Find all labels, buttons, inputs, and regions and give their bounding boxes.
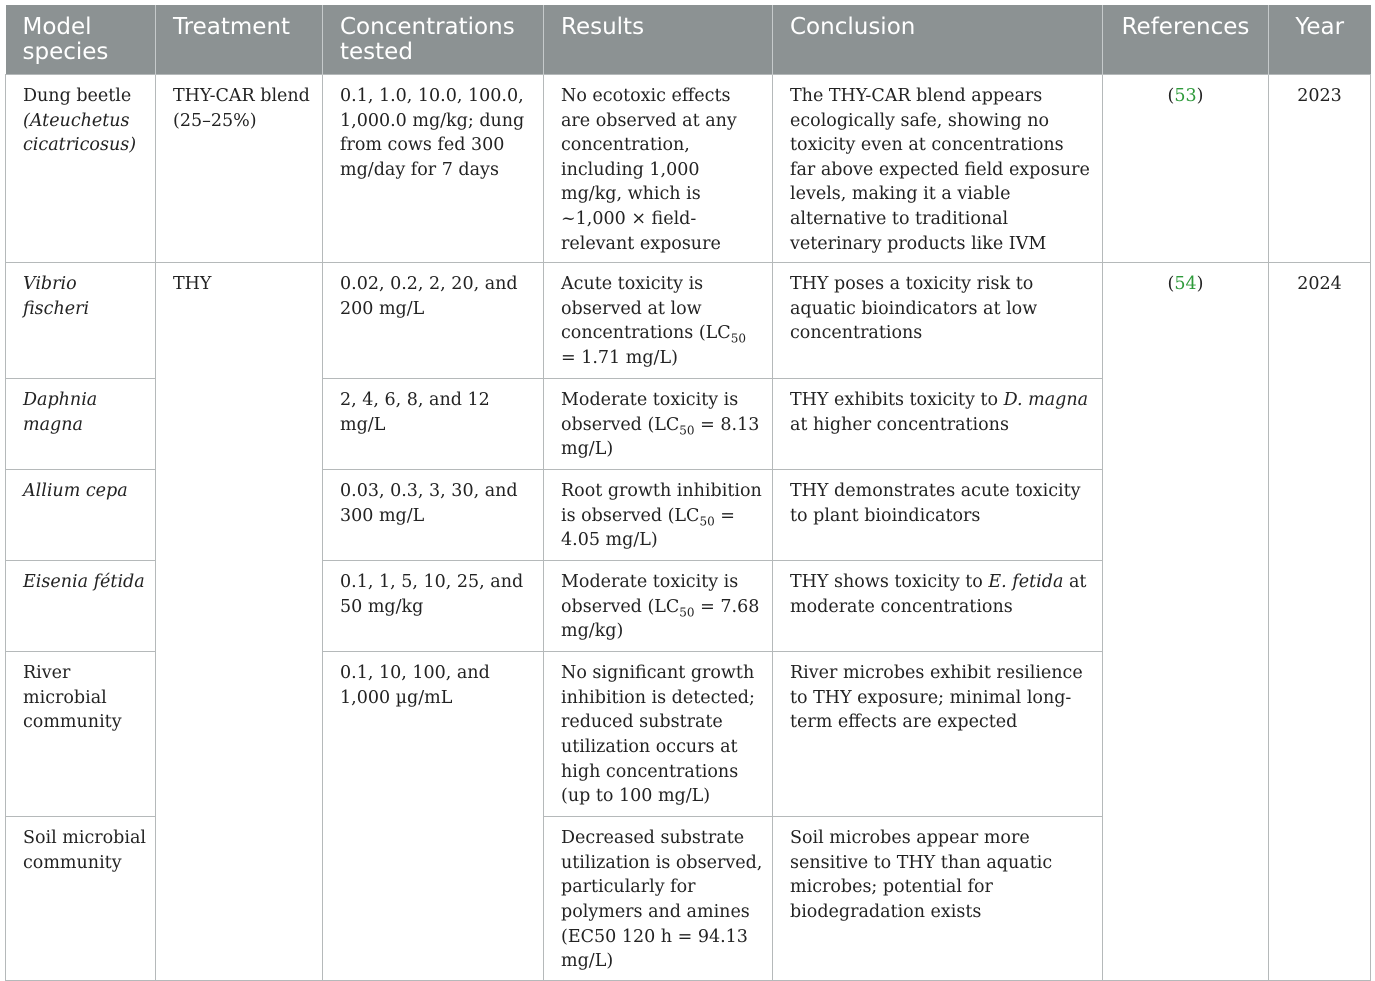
reference-link[interactable]: 53: [1174, 86, 1197, 106]
cell-species: Vibrio fischeri: [6, 263, 156, 379]
cell-treatment: THY: [156, 263, 323, 981]
species-common-name: Dung beetle: [23, 86, 132, 106]
cell-conclusion: The THY-CAR blend appears ecologically safe, showing no toxicity even at concentrations far above expected field exposure levels, making it a viable alternative to traditional veterinary products like IVM: [773, 75, 1103, 263]
conclusion-text-end: at higher concentrations: [790, 414, 1009, 435]
cell-species: Soil microbial community: [6, 817, 156, 981]
ref-paren-close: ): [1196, 274, 1204, 295]
cell-concentrations: 0.1, 10, 100, and 1,000 µg/mL: [323, 652, 544, 981]
ecotoxicity-table: [5, 5, 1371, 981]
conclusion-text-end: at moderate concentrations: [790, 572, 1087, 617]
conclusion-species: D. magna: [1003, 390, 1089, 411]
cell-conclusion: Soil microbes appear more sensitive to THY than aquatic microbes; potential for biodegradation exists: [773, 817, 1103, 981]
conclusion-text: THY shows toxicity to: [790, 572, 989, 593]
cell-species: [6, 75, 156, 263]
header-references: References: [1103, 5, 1269, 75]
cell-conclusion: THY demonstrates acute toxicity to plant bioindicators: [773, 470, 1103, 561]
cell-concentrations: 0.03, 0.3, 3, 30, and 300 mg/L: [323, 470, 544, 561]
conclusion-text: THY exhibits toxicity to: [790, 390, 1004, 411]
species-latin-name: (Ateuchetus cicatricosus): [23, 110, 137, 156]
cell-species: Allium cepa: [6, 470, 156, 561]
results-text: Acute toxicity is observed at low concentrations (LC: [561, 274, 731, 344]
cell-treatment: THY-CAR blend (25–25%): [156, 75, 323, 263]
conclusion-species: E. fetida: [988, 572, 1064, 593]
cell-species: Daphnia magna: [6, 379, 156, 470]
results-text: Moderate toxicity is observed (LC: [561, 572, 739, 617]
header-results: Results: [544, 5, 773, 75]
results-text-end: = 1.71 mg/L): [561, 347, 678, 368]
cell-reference: [1103, 75, 1269, 263]
cell-results: [544, 263, 773, 379]
results-subscript: 50: [679, 423, 695, 438]
cell-concentrations: 2, 4, 6, 8, and 12 mg/L: [323, 379, 544, 470]
cell-conclusion: River microbes exhibit resilience to THY exposure; minimal long-term effects are expected: [773, 652, 1103, 817]
header-year: Year: [1269, 5, 1371, 75]
results-text: Root growth inhibition is observed (LC: [561, 481, 762, 526]
cell-year: 2024: [1269, 263, 1371, 981]
cell-results: [544, 470, 773, 561]
results-subscript: 50: [699, 514, 715, 529]
results-text: Moderate toxicity is observed (LC: [561, 390, 739, 435]
cell-conclusion: [773, 561, 1103, 652]
cell-species: Eisenia fétida: [6, 561, 156, 652]
ref-paren-close: ): [1196, 86, 1204, 106]
results-subscript: 50: [679, 605, 695, 620]
cell-conclusion: THY poses a toxicity risk to aquatic bioindicators at low concentrations: [773, 263, 1103, 379]
cell-results: No significant growth inhibition is detected; reduced substrate utilization occurs at high concentrations (up to 100 mg/L): [544, 652, 773, 817]
table-header-row: [6, 5, 1371, 75]
cell-concentrations: 0.02, 0.2, 2, 20, and 200 mg/L: [323, 263, 544, 379]
results-text-end: = 7.68 mg/kg): [561, 596, 760, 642]
cell-results: [544, 379, 773, 470]
reference-link[interactable]: 54: [1174, 274, 1197, 295]
ref-paren-open: (: [1167, 274, 1175, 295]
cell-results: Decreased substrate utilization is observed, particularly for polymers and amines (EC50 120 h = 94.13 mg/L): [544, 817, 773, 981]
cell-results: No ecotoxic effects are observed at any concentration, including 1,000 mg/kg, which is ~1,000 × field-relevant exposure: [544, 75, 773, 263]
header-treatment: Treatment: [156, 5, 323, 75]
cell-species: River microbial community: [6, 652, 156, 817]
ref-paren-open: (: [1167, 86, 1175, 106]
cell-results: [544, 561, 773, 652]
header-conclusion: Conclusion: [773, 5, 1103, 75]
cell-concentrations: 0.1, 1.0, 10.0, 100.0, 1,000.0 mg/kg; dung from cows fed 300 mg/day for 7 days: [323, 75, 544, 263]
header-concentrations: Concentrations tested: [323, 5, 544, 75]
results-text-end: = 8.13 mg/L): [561, 414, 760, 460]
cell-conclusion: [773, 379, 1103, 470]
cell-year: 2023: [1269, 75, 1371, 263]
cell-concentrations: 0.1, 1, 5, 10, 25, and 50 mg/kg: [323, 561, 544, 652]
table-row: [6, 263, 1371, 379]
header-model-species: Model species: [6, 5, 156, 75]
cell-reference: [1103, 263, 1269, 981]
table-row: [6, 75, 1371, 263]
results-text-end: = 4.05 mg/L): [561, 505, 735, 551]
results-subscript: 50: [730, 331, 746, 346]
